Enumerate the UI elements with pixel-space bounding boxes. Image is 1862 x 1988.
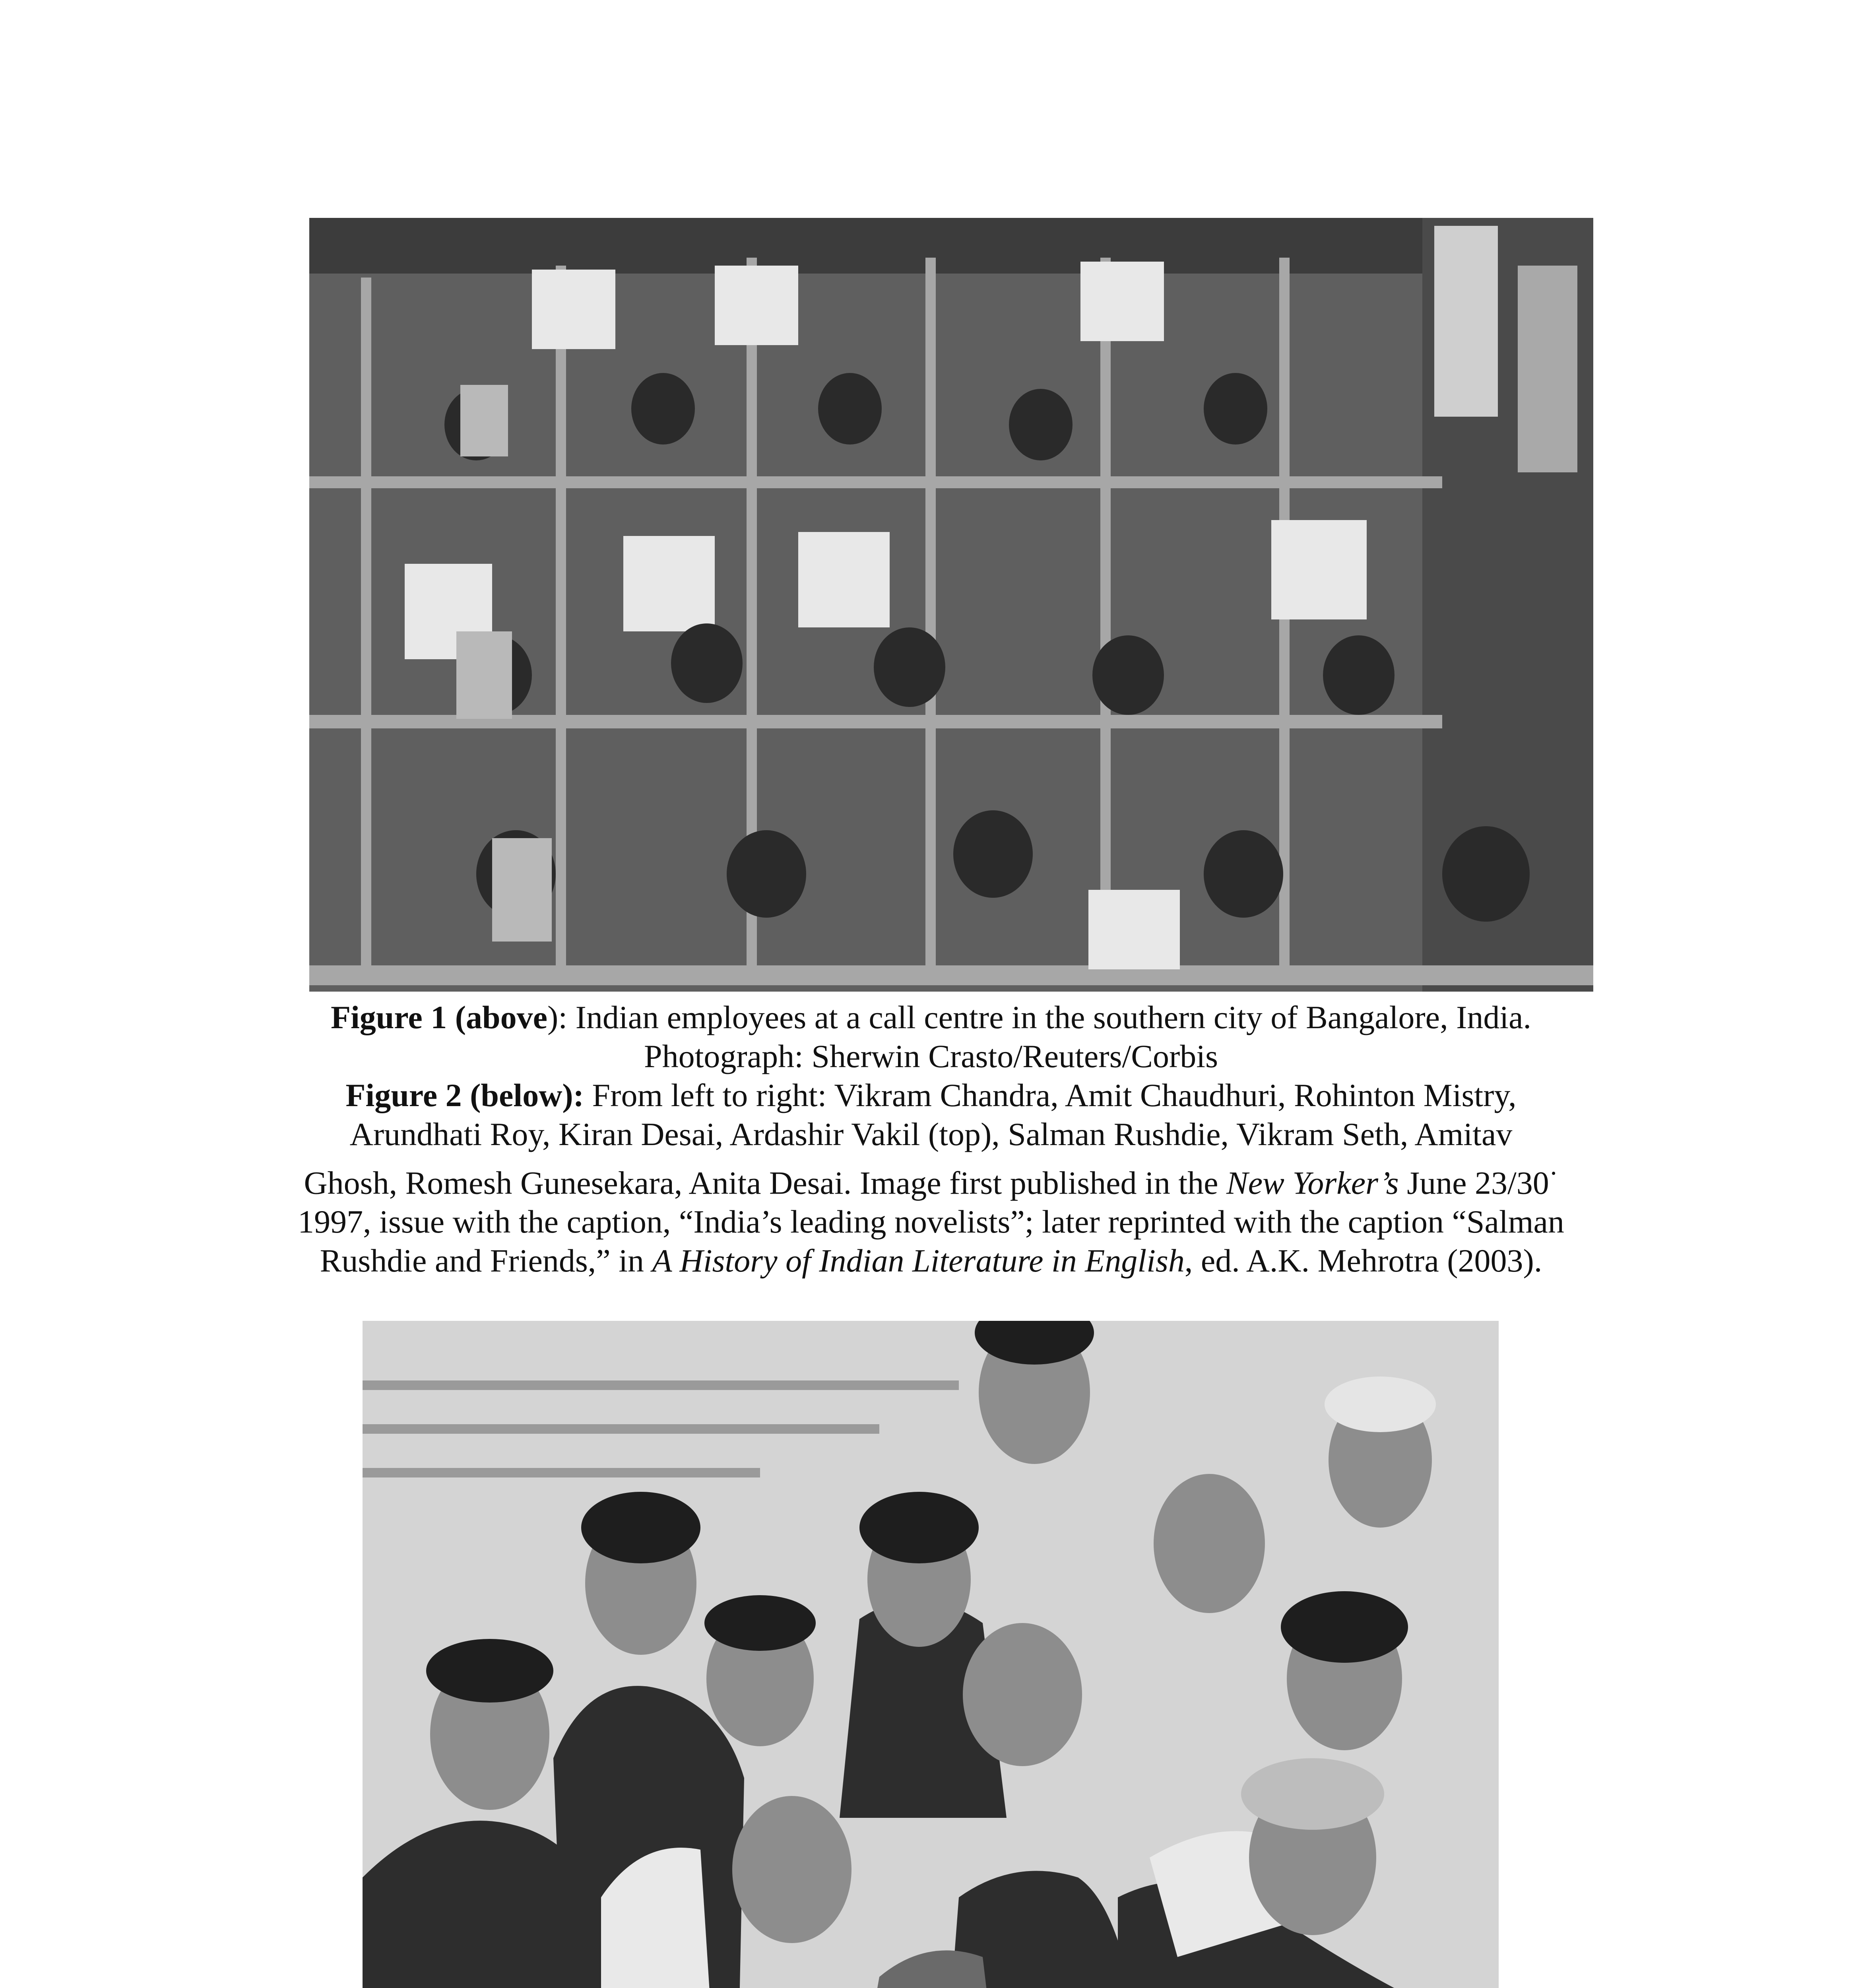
figure1-text: : Indian employees at a call centre in the southern city of Bangalore, India. — [558, 999, 1532, 1035]
figure2-text-a: From left to right: Vikram Chandra, Amit Chaudhuri, Rohinton Mistry, — [584, 1077, 1517, 1113]
figure2-magazine: New Yorker’s — [1226, 1165, 1399, 1201]
figure2-text-d: June 23/30 — [1398, 1165, 1549, 1201]
call-centre-photo-illustration — [309, 218, 1593, 992]
figure1-label: Figure 1 ( — [330, 999, 466, 1035]
figure2-text-c: Ghosh, Romesh Gunesekara, Anita Desai. Image first published in the — [304, 1165, 1227, 1201]
figure-captions — [167, 998, 1695, 1280]
call-centre-photo — [309, 218, 1593, 992]
figure2-text-g: , ed. A.K. Mehrotra (2003). — [1184, 1242, 1542, 1279]
figure2-text-d-mark: · — [1549, 1158, 1558, 1188]
novelists-photo — [363, 1321, 1499, 1988]
figure2-text-f: Rushdie and Friends,” in — [320, 1242, 652, 1279]
figure2-text-e: 1997, issue with the caption, “India’s leading novelists”; later reprinted with the caption “Salman — [298, 1204, 1564, 1240]
figure2-book: A History of Indian Literature in English — [652, 1242, 1185, 1279]
novelists-photo-illustration — [363, 1321, 1499, 1988]
figure1-label-close: ) — [547, 999, 559, 1035]
figure2-text-b: Arundhati Roy, Kiran Desai, Ardashir Vakil (top), Salman Rushdie, Vikram Seth, Amitav — [349, 1116, 1513, 1152]
figure1-credit: Photograph: Sherwin Crasto/Reuters/Corbis — [644, 1038, 1218, 1074]
figure2-caption — [167, 1076, 1695, 1280]
figure1-label-above: above — [466, 999, 548, 1035]
figure1-caption — [167, 998, 1695, 1037]
figure2-label: Figure 2 (below): — [345, 1077, 584, 1113]
